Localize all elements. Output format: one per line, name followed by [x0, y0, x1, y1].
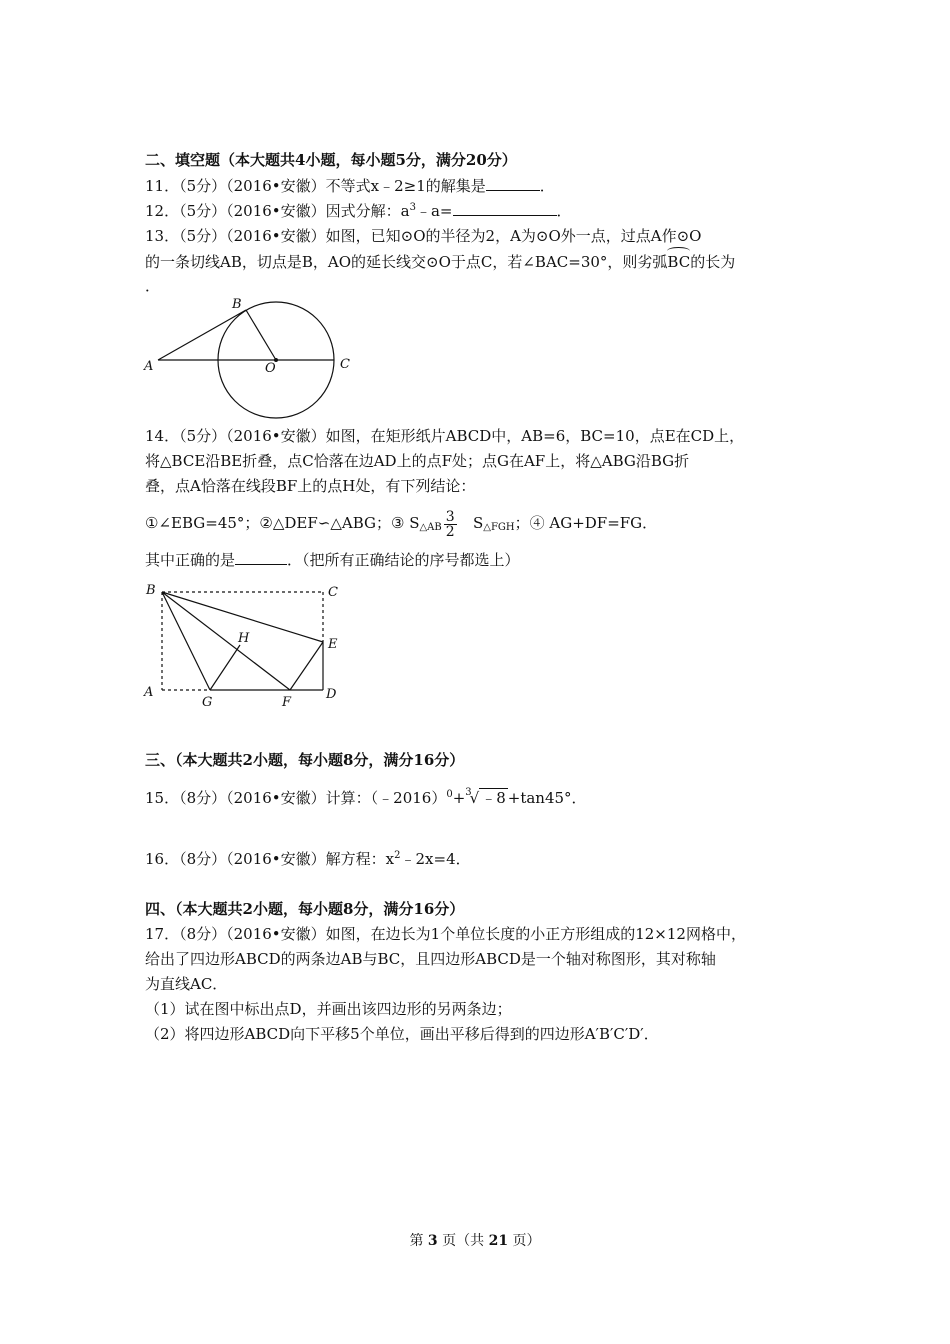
- question-15: [145, 787, 587, 812]
- q14-fraction: [444, 510, 457, 539]
- label-a: A: [144, 359, 154, 374]
- q16-text: 16．（8分）（2016•安徽）解方程：x: [145, 850, 395, 868]
- q14-conclusions-part2: ；④ AG+DF=FG．: [514, 514, 658, 532]
- q14-rectangle-figure: [140, 578, 360, 713]
- q17-line3: 为直线AC．: [145, 975, 228, 993]
- q14-s2: S: [472, 514, 484, 532]
- label-h: H: [238, 631, 250, 646]
- q14-line1: 14．（5分）（2016•安徽）如图，在矩形纸片ABCD中，AB=6，BC=10，点E在CD上，: [145, 427, 745, 445]
- q15-text: 15．（8分）（2016•安徽）计算：（﹣2016）: [145, 789, 447, 807]
- footer-prefix: 第: [409, 1233, 424, 1249]
- label-f: F: [282, 695, 292, 710]
- q11-text: 11．（5分）（2016•安徽）不等式x﹣2≥1的解集是: [145, 177, 486, 195]
- frac-numerator: 3: [445, 508, 455, 525]
- label-a: A: [144, 685, 154, 700]
- label-o: O: [265, 361, 276, 376]
- q12-end: ．: [556, 202, 572, 220]
- line-gh: [210, 645, 240, 690]
- q11-end: ．: [539, 177, 555, 195]
- label-d: D: [326, 687, 337, 702]
- q14-answer-suffix: ．（把所有正确结论的序号都选上）: [287, 551, 520, 569]
- q17-part1: （1）试在图中标出点D，并画出该四边形的另两条边；: [145, 1000, 512, 1018]
- tangent-ab: [158, 310, 246, 360]
- q13-line2: [145, 252, 735, 272]
- page-footer: [0, 1230, 950, 1250]
- q11-answer-blank: [486, 176, 540, 191]
- q15-plus: +: [452, 789, 466, 807]
- label-b: B: [232, 297, 242, 312]
- q14-s1-subscript: △AB: [419, 522, 442, 533]
- q17-part2: （2）将四边形ABCD向下平移5个单位，画出平移后得到的四边形A′B′C′D′．: [145, 1025, 659, 1043]
- q16-text-after: ﹣2x=4．: [400, 850, 471, 868]
- q17-line1: 17．（8分）（2016•安徽）如图，在边长为1个单位长度的小正方形组成的12×12网格中，: [145, 925, 746, 943]
- q14-conclusions-part1: ①∠EBG=45°；②△DEF∽△ABG；③ S: [145, 514, 420, 532]
- label-b: B: [146, 583, 156, 598]
- q12-text-after: ﹣a=: [415, 202, 453, 220]
- q14-answer-line: [145, 550, 520, 570]
- q13-line3: ．: [145, 277, 161, 295]
- q15-tail: +tan45°．: [507, 789, 587, 807]
- section4-header: 四、（本大题共2小题，每小题8分，满分16分）: [145, 900, 465, 918]
- line-bf: [162, 592, 290, 690]
- q13-line1: 13．（5分）（2016•安徽）如图，已知⊙O的半径为2，A为⊙O外一点，过点A作⊙O: [145, 227, 702, 245]
- q14-s2-subscript: △FGH: [483, 522, 515, 533]
- label-c: C: [340, 357, 350, 372]
- question-11: [145, 176, 555, 196]
- label-c: C: [328, 585, 338, 600]
- q15-exponent: 0: [446, 789, 453, 800]
- footer-suffix: 页）: [512, 1233, 541, 1249]
- radius-ob: [246, 310, 276, 360]
- q14-line3: 叠，点A恰落在线段BF上的点H处，有下列结论：: [145, 477, 476, 495]
- label-e: E: [328, 637, 338, 652]
- arc-bc-label: BC: [667, 253, 691, 271]
- question-16: [145, 849, 471, 869]
- q14-answer-prompt: 其中正确的是: [145, 551, 236, 569]
- q13-line2-tail: 的长为: [690, 253, 736, 271]
- q13-line2-text: 的一条切线AB，切点是B，AO的延长线交⊙O于点C，若∠BAC=30°，则劣弧: [145, 253, 668, 271]
- q17-line2: 给出了四边形ABCD的两条边AB与BC，且四边形ABCD是一个轴对称图形，其对称轴: [145, 950, 716, 968]
- line-bg: [162, 592, 210, 690]
- section3-header: 三、（本大题共2小题，每小题8分，满分16分）: [145, 751, 465, 769]
- footer-mid: 页（共: [442, 1233, 485, 1249]
- q12-answer-blank: [453, 201, 557, 216]
- q16-exponent: 2: [394, 850, 401, 861]
- cube-root: $^3$√ ﹣8: [465, 787, 506, 807]
- question-12: [145, 201, 572, 221]
- footer-total-pages: 21: [488, 1233, 509, 1249]
- line-fe: [290, 642, 323, 690]
- q14-answer-blank: [235, 550, 287, 565]
- section2-header: 二、填空题（本大题共4小题，每小题5分，满分20分）: [145, 151, 517, 169]
- frac-denominator: 2: [445, 523, 455, 540]
- q14-line2: 将△BCE沿BE折叠，点C恰落在边AD上的点F处；点G在AF上，将△ABG沿BG折: [145, 452, 690, 470]
- root-body: ﹣8: [481, 789, 506, 807]
- label-g: G: [202, 695, 213, 710]
- root-index: 3: [465, 787, 472, 798]
- q14-conclusions: [145, 508, 657, 543]
- q12-text: 12．（5分）（2016•安徽）因式分解：a: [145, 202, 410, 220]
- footer-page-number: 3: [427, 1233, 438, 1249]
- q12-exponent: 3: [409, 202, 416, 213]
- q13-circle-figure: [140, 292, 370, 424]
